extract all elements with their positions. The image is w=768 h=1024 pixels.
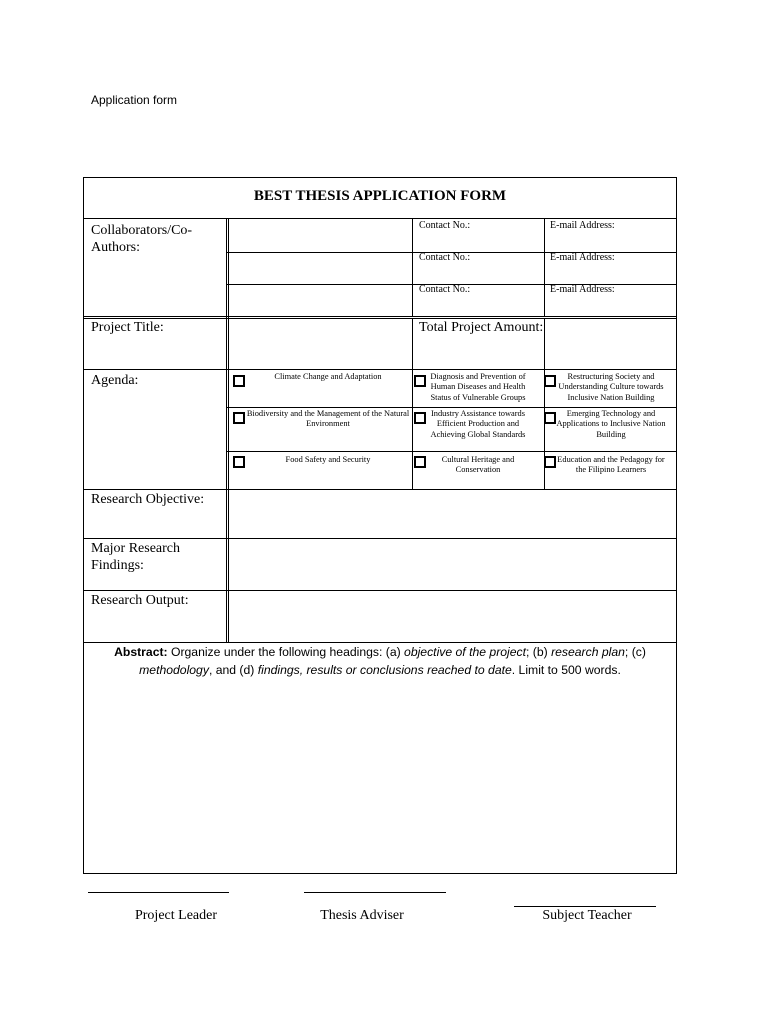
contact-label: Contact No.: <box>419 252 471 263</box>
project-title-label: Project Title: <box>91 320 164 335</box>
row-divider <box>84 318 676 319</box>
research-objective-label: Research Objective: <box>91 492 205 507</box>
agenda-checkbox[interactable] <box>414 375 426 387</box>
major-findings-label: Major Research Findings: <box>91 541 181 573</box>
row-divider <box>84 218 676 219</box>
agenda-checkbox[interactable] <box>414 412 426 424</box>
agenda-row-divider <box>227 451 676 452</box>
application-form <box>83 177 677 874</box>
row-divider <box>84 489 676 490</box>
agenda-item: Industry Assistance towards Efficient Production and Achieving Global Standards <box>430 409 526 439</box>
agenda-item: Biodiversity and the Management of the Natural Environment <box>246 409 410 429</box>
agenda-item: Climate Change and Adaptation <box>274 372 382 381</box>
agenda-item: Education and the Pedagogy for the Filipino Learners <box>557 455 665 475</box>
email-label: E-mail Address: <box>550 252 615 263</box>
signature-line <box>304 892 446 893</box>
agenda-checkbox[interactable] <box>544 412 556 424</box>
label-column-divider <box>226 218 227 642</box>
page-header-label: Application form <box>91 93 178 107</box>
agenda-item: Restructuring Society and Understanding Culture towards Inclusive Nation Building <box>558 372 664 402</box>
column-divider <box>544 318 545 369</box>
contact-label: Contact No.: <box>419 220 471 231</box>
agenda-checkbox[interactable] <box>544 456 556 468</box>
agenda-item: Food Safety and Security <box>285 455 371 464</box>
agenda-item: Cultural Heritage and Conservation <box>441 455 515 475</box>
row-divider <box>84 369 676 370</box>
abstract-instructions: Abstract: Organize under the following headings: (a) objective of the project; (b) research plan; (c) methodology, and (d) findings, results or conclusions reached to date. Limit to 500 words. <box>114 645 646 677</box>
agenda-item: Emerging Technology and Applications to Inclusive Nation Building <box>556 409 666 439</box>
agenda-checkbox[interactable] <box>544 375 556 387</box>
agenda-row-divider <box>227 407 676 408</box>
row-divider <box>84 316 676 317</box>
collaborators-label: Collaborators/Co- Authors: <box>91 223 193 255</box>
agenda-checkbox[interactable] <box>233 412 245 424</box>
row-divider <box>84 590 676 591</box>
agenda-item: Diagnosis and Prevention of Human Diseases and Health Status of Vulnerable Groups <box>430 372 526 402</box>
email-label: E-mail Address: <box>550 220 615 231</box>
agenda-checkbox[interactable] <box>233 456 245 468</box>
thesis-adviser-label: Thesis Adviser <box>320 908 404 923</box>
signature-line <box>88 892 229 893</box>
email-label: E-mail Address: <box>550 284 615 295</box>
column-divider <box>412 218 413 316</box>
research-output-label: Research Output: <box>91 593 189 608</box>
column-divider <box>544 369 545 489</box>
form-title: BEST THESIS APPLICATION FORM <box>253 188 507 204</box>
column-divider <box>544 218 545 316</box>
agenda-label: Agenda: <box>91 373 139 388</box>
contact-label: Contact No.: <box>419 284 471 295</box>
column-divider <box>412 318 413 369</box>
agenda-checkbox[interactable] <box>414 456 426 468</box>
row-divider <box>84 538 676 539</box>
subject-teacher-label: Subject Teacher <box>542 908 632 923</box>
signature-line <box>514 906 656 907</box>
agenda-checkbox[interactable] <box>233 375 245 387</box>
project-leader-label: Project Leader <box>134 908 217 923</box>
total-amount-label: Total Project Amount: <box>419 320 544 335</box>
column-divider <box>412 369 413 489</box>
label-column-divider <box>228 218 229 642</box>
